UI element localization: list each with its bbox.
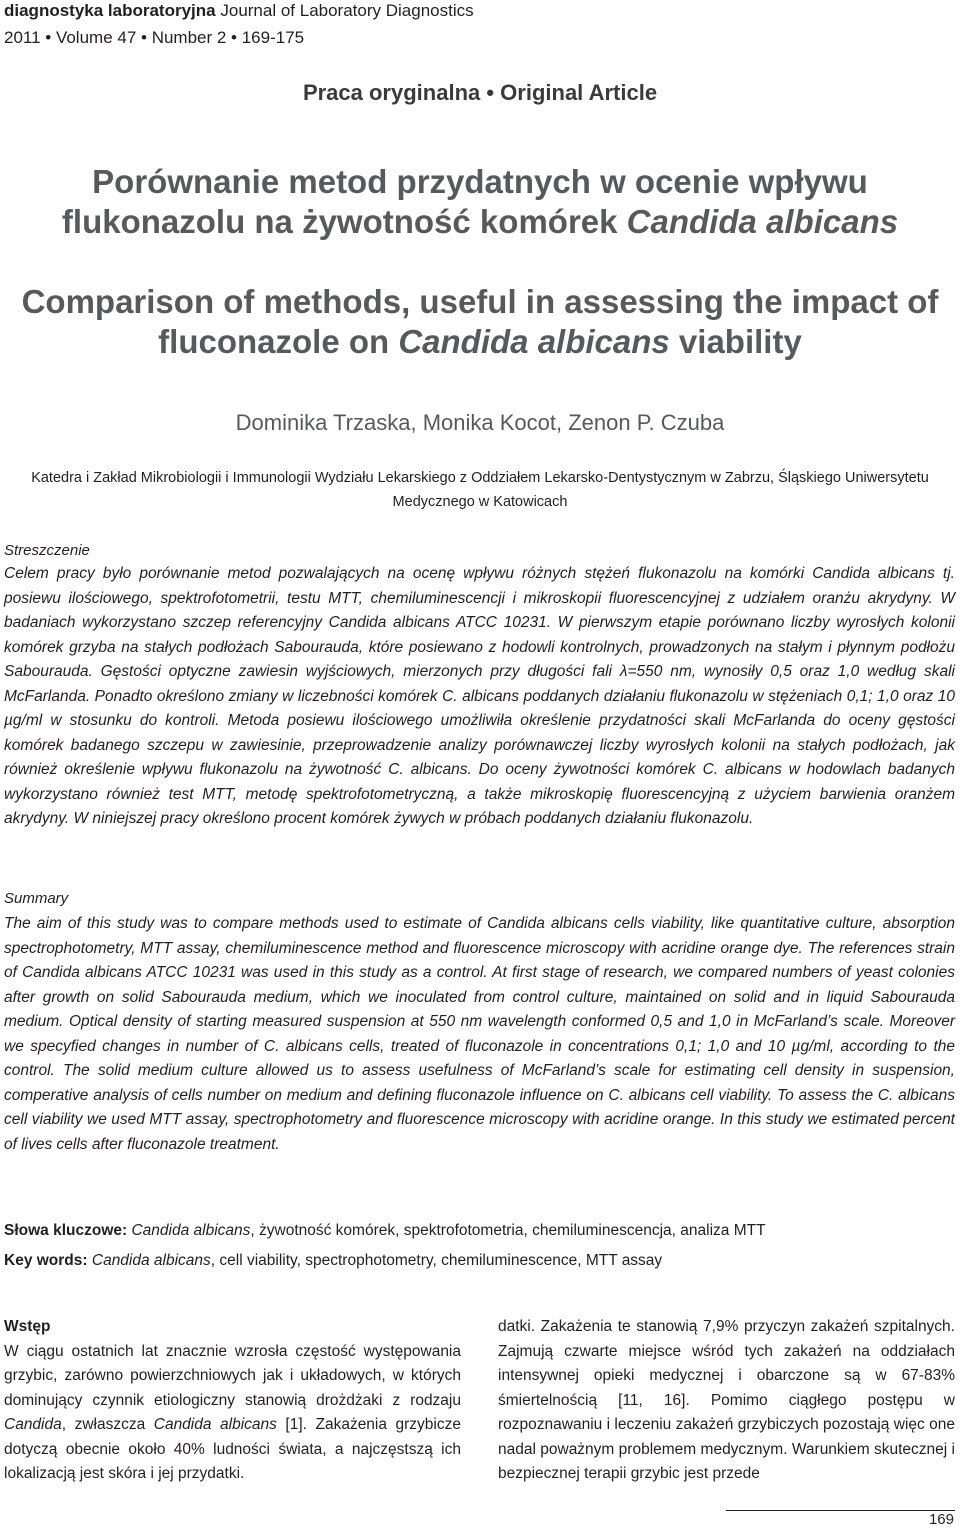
keywords-pl-rest: , żywotność komórek, spektrofotometria, chemiluminescencja, analiza MTT xyxy=(250,1222,766,1239)
abstract-pl-text: Celem pracy było porównanie metod pozwalających na ocenę wpływu różnych stężeń flukonazolu na komórki Candida albicans tj. posiewu ilościowego, spektrofotometrii, testu MTT, chemiluminescencji i mikroskopii fluorescencyjnej z udziałem oranżu akrydyny. W badaniach wykorzystano szczep referencyjny Candida albicans ATCC 10231. W pierwszym etapie porównano liczby wyrosłych kolonii komórek grzyba na stałych podłożach Sabourauda, które posiewano z hodowli kontrolnych, prowadzonych na stałym i płynnym podłożu Sabourauda. Gęstości optyczne zawiesin wyjściowych, mierzonych przy długości fali λ=550 nm, wynosiły 0,5 oraz 1,0 według skali McFarlanda. Ponadto określono zmiany w liczebności komórek C. albicans poddanych działaniu flukonazolu w stężeniach 0,1; 1,0 oraz 10 µg/ml w stosunku do kontroli. Metoda posiewu ilościowego umożliwiła określenie przydatności skali McFarlanda do oceny gęstości komórek badanego szczepu w zawiesinie, przeprowadzenie analizy porównawczej liczby wyrosłych kolonii na stałych podłożach, jak również określenie wpływu flukonazolu na żywotność C. albicans. Do oceny żywotności komórek C. albicans w hodowlach badanych wykorzystano również test MTT, metodę spektrofotometryczną, a także mikroskopię fluorescencyjną z użyciem barwienia oranżem akrydyny. W niniejszej pracy określono procent komórek żywych w próbach poddanych działaniu flukonazolu. xyxy=(4,565,955,827)
keywords-en-label: Key words: xyxy=(4,1252,88,1269)
title-polish xyxy=(0,162,960,242)
intro-right-column: datki. Zakażenia te stanowią 7,9% przyczyn zakażeń szpitalnych. Zajmują czwarte miejsce wśród tych zakażeń na oddziałach intensywnej opieki medycznej i obarczone są w 67-83% śmiertelnością [11, 16]. Pomimo ciągłego postępu w rozpoznawaniu i leczeniu zakażeń grzybiczych pozostają więc one nadal poważnym problemem medycznym. Warunkiem skutecznej i bezpiecznej terapii grzybic jest przede xyxy=(498,1318,955,1482)
keywords-en xyxy=(4,1251,955,1271)
journal-header xyxy=(4,1,474,21)
authors: Dominika Trzaska, Monika Kocot, Zenon P. Czuba xyxy=(235,410,725,435)
title-english-line1: Comparison of methods, useful in assessing the impact of xyxy=(21,283,939,320)
abstract-en-text: The aim of this study was to compare methods used to estimate of Candida albicans cells viability, like quantitative culture, absorption spectrophotometry, MTT assay, chemiluminescence method and fluorescence microscopy with acridine orange dye. The references strain of Candida albicans ATCC 10231 was used in this study as a control. At first stage of research, we compared numbers of yeast colonies after growth on solid Sabourauda medium, which we inoculated from control culture, maintained on solid and in liquid Sabourauda medium. Optical density of starting measured suspension at 550 nm wavelength conformed 0,5 and 1,0 in McFarland’s scale. Moreover we specyfied changes in number of C. albicans cells, treated of fluconazole in concentrations 0,1; 1,0 and 10 µg/ml, according to the control. The solid medium culture allowed us to assess usefulness of McFarland’s scale for estimating cell density in suspension, comperative analysis of cells number on medium and defining fluconazole influence on C. albicans cell viability. To assess the C. albicans cell viability we used MTT assay, spectrophotometry and fluorescence microscopy with acridine orange. In this study we estimated percent of lives cells after fluconazole treatment. xyxy=(4,915,955,1153)
article-type: Praca oryginalna • Original Article xyxy=(302,80,658,105)
title-polish-line2: flukonazolu na żywotność komórek Candida albicans xyxy=(61,203,899,240)
journal-name-pl: diagnostyka laboratoryjna xyxy=(4,1,216,20)
title-english xyxy=(0,282,960,362)
journal-issue-meta: 2011 • Volume 47 • Number 2 • 169-175 xyxy=(4,28,305,47)
title-english-line2: fluconazole on Candida albicans viability xyxy=(158,323,802,360)
journal-name-en: Journal of Laboratory Diagnostics xyxy=(220,1,474,20)
keywords-en-rest: , cell viability, spectrophotometry, chemiluminescence, MTT assay xyxy=(210,1252,663,1269)
keywords-pl-label: Słowa kluczowe: xyxy=(4,1222,128,1239)
title-polish-line1: Porównanie metod przydatnych w ocenie wpływu xyxy=(92,163,868,200)
footer-rule xyxy=(726,1510,955,1511)
affiliation: Katedra i Zakład Mikrobiologii i Immunologii Wydziału Lekarskiego z Oddziałem Lekarsko-Dentystycznym w Zabrzu, Śląskiego Uniwersytetu Medycznego w Katowicach xyxy=(31,470,929,510)
keywords-pl xyxy=(4,1221,955,1241)
abstract-en-label: Summary xyxy=(4,890,69,907)
page-number: 169 xyxy=(928,1511,954,1528)
intro-heading: Wstęp xyxy=(4,1318,51,1335)
abstract-pl-label: Streszczenie xyxy=(4,542,90,559)
keywords-en-italic: Candida albicans xyxy=(91,1252,211,1269)
keywords-pl-italic: Candida albicans xyxy=(131,1222,251,1239)
intro-left-column: Wstęp W ciągu ostatnich lat znacznie wzrosła częstość występowania grzybic, zarówno powierzchniowych jak i układowych, w których dominujący czynnik etiologiczny stanowią drożdżaki z rodzaju Candida, zwłaszcza Candida albicans [1]. Zakażenia grzybicze dotyczą obecnie około 40% ludności świata, a najczęstszą ich lokalizacją jest skóra i jej przydatki. xyxy=(4,1315,461,1487)
